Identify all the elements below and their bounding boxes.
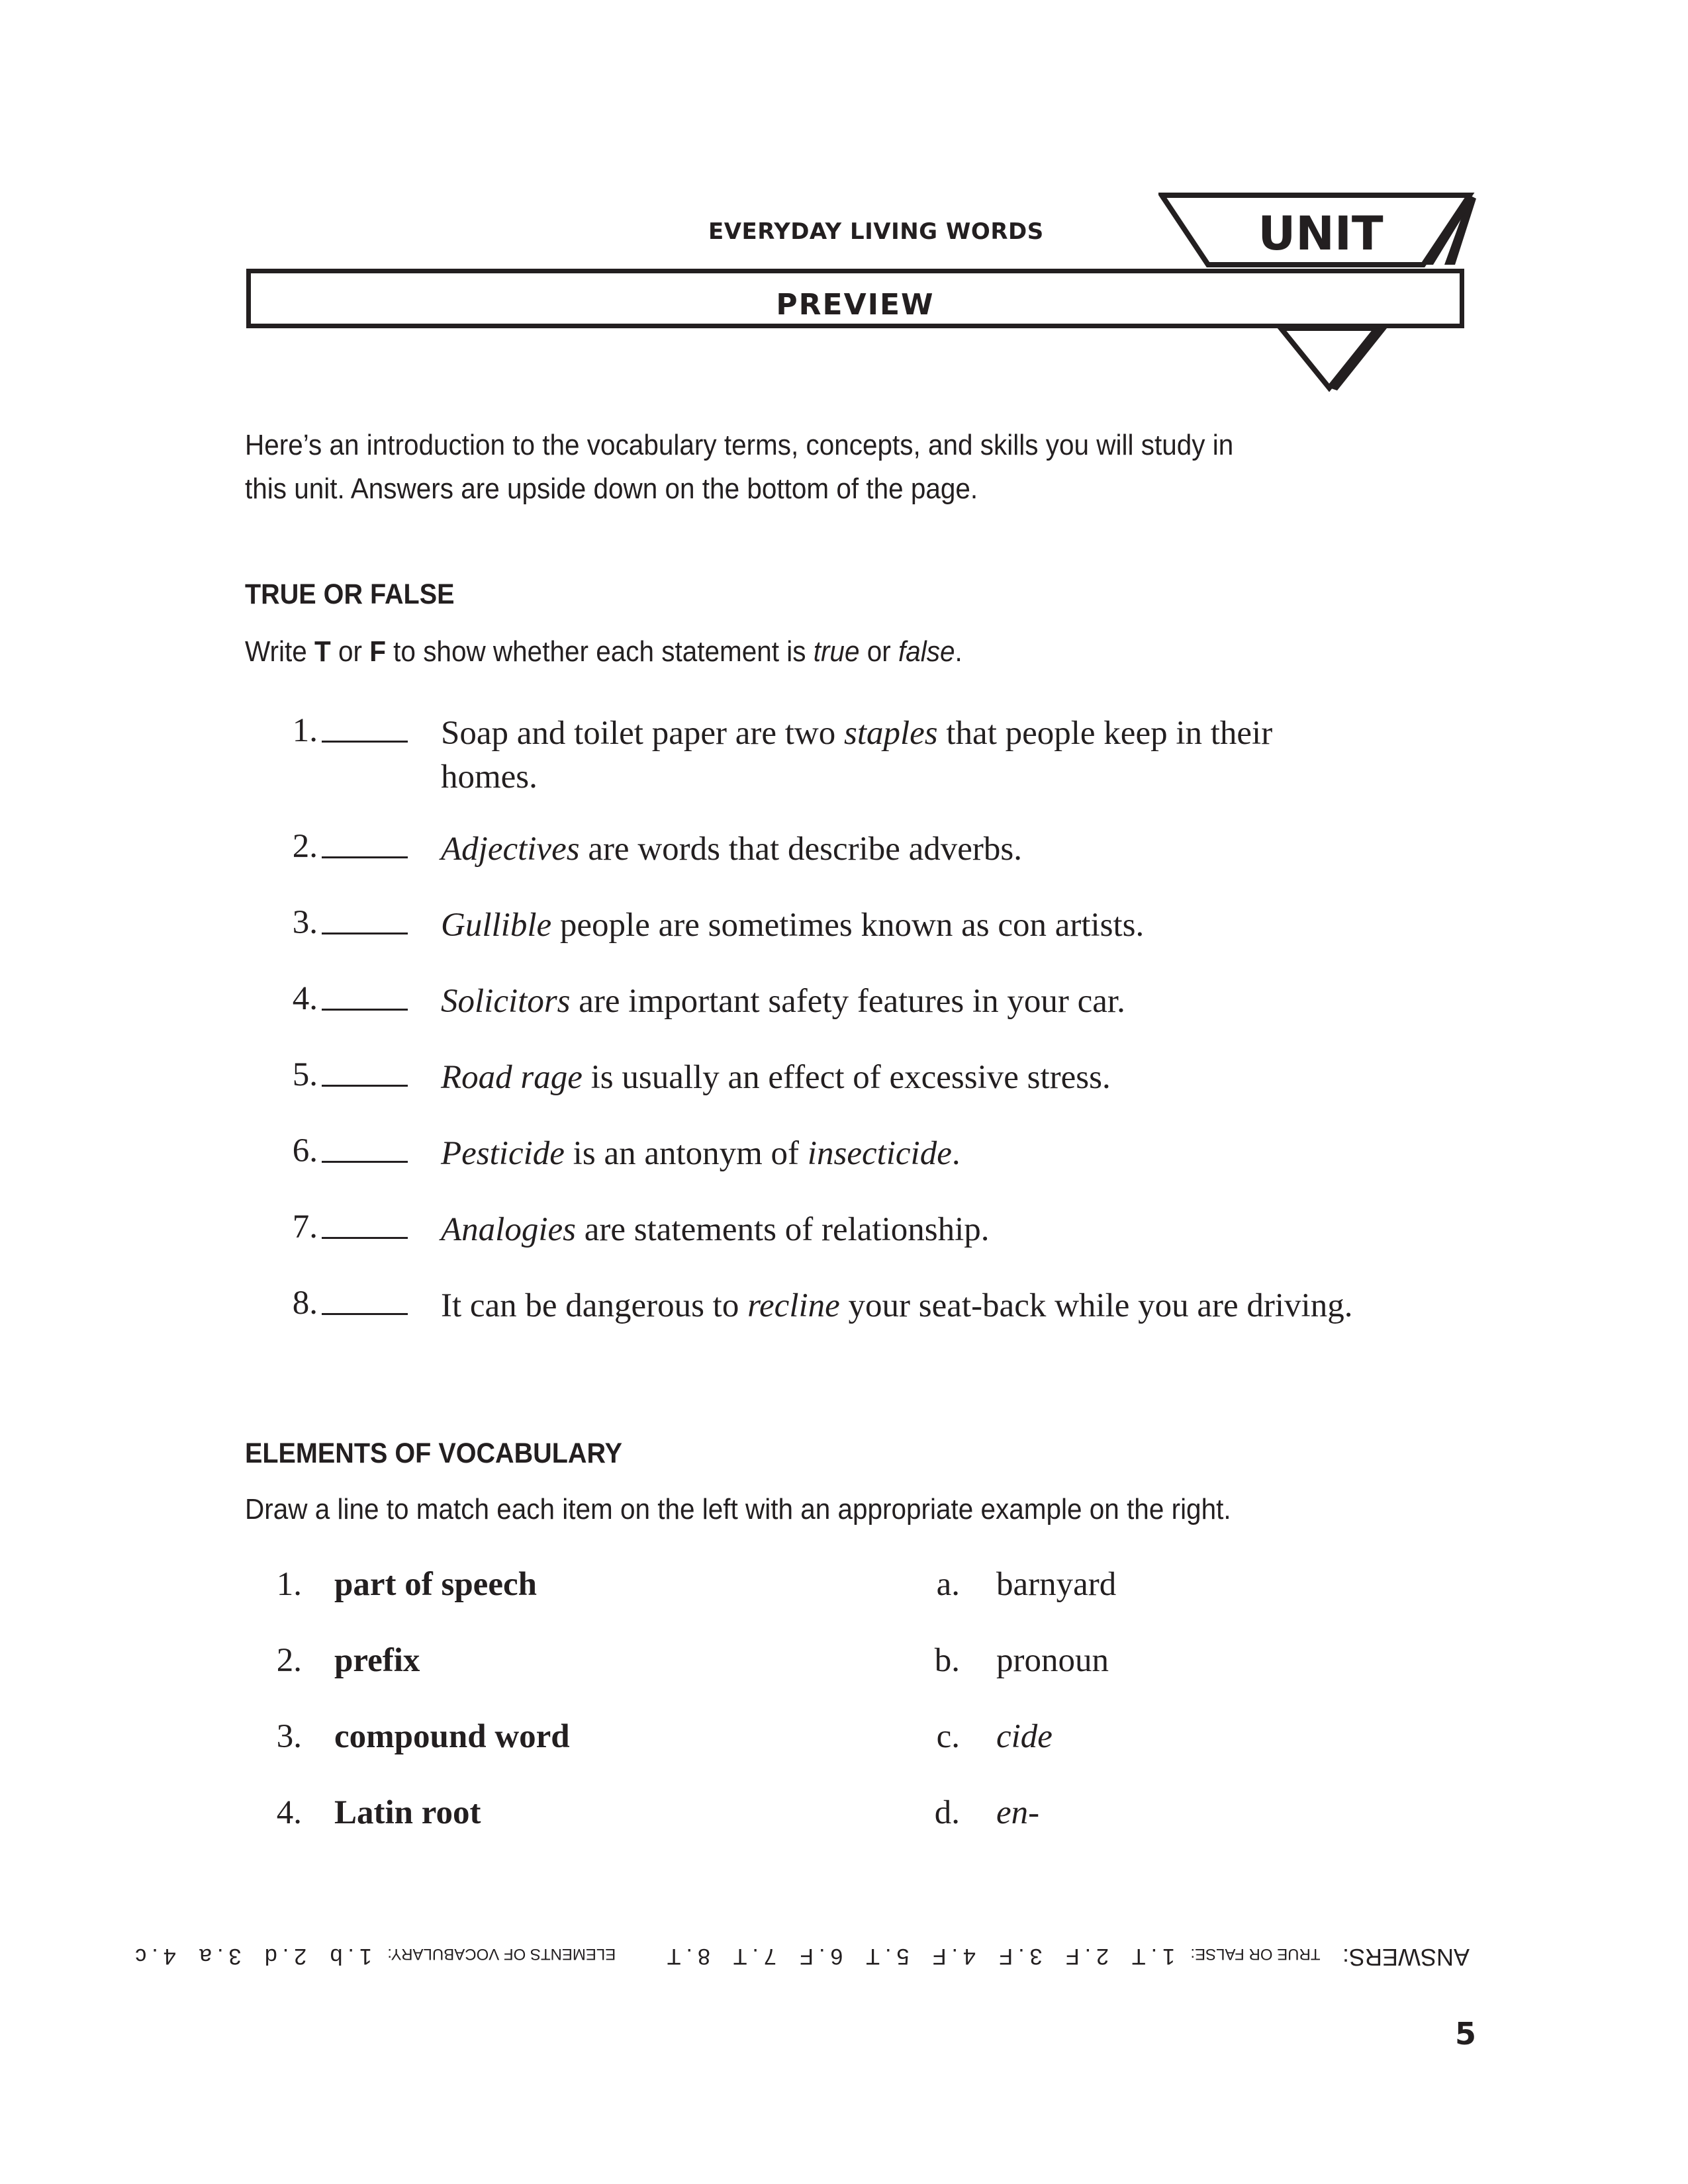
vocab-term: Analogies	[441, 1211, 576, 1248]
true-false-instruction	[245, 635, 962, 668]
answer-blank[interactable]	[322, 933, 408, 934]
item-number: 5.	[292, 1056, 318, 1093]
instr-text: .	[955, 635, 962, 668]
statement-fragment: Soap and toilet paper are two	[441, 715, 844, 752]
vocab-term[interactable]: part of speech	[334, 1566, 537, 1603]
instr-text: or	[330, 635, 370, 668]
answer-blank[interactable]	[322, 1085, 408, 1087]
statement-fragment: are statements of relationship.	[575, 1211, 990, 1248]
answer-blank[interactable]	[322, 856, 408, 858]
item-number: 7.	[292, 1208, 318, 1246]
vocab-answers-label: ELEMENTS OF VOCABULARY:	[387, 1945, 616, 1963]
statement-fragment: people are sometimes known as con artists.	[551, 907, 1145, 944]
statement-fragment: is an antonym of	[564, 1135, 808, 1172]
answer-blank[interactable]	[322, 1313, 408, 1315]
vocab-term: Pesticide	[441, 1135, 565, 1172]
answer-blank[interactable]	[322, 1237, 408, 1239]
vocab-term: recline	[747, 1287, 840, 1324]
vocab-term[interactable]: compound word	[334, 1718, 570, 1755]
answer-blank[interactable]	[322, 1009, 408, 1011]
vocab-answers-key: 1.b 2.d 3.a 4.c	[130, 1944, 372, 1969]
example-letter: b.	[934, 1642, 960, 1679]
upside-down-answers	[130, 1931, 1470, 1971]
vocab-term: staples	[843, 715, 938, 752]
vocab-term: Solicitors	[441, 983, 571, 1020]
example-letter: a.	[936, 1566, 960, 1603]
term-number: 2.	[276, 1642, 302, 1679]
instr-text: to show whether each statement is	[385, 635, 814, 668]
statement-fragment: are words that describe adverbs.	[579, 831, 1022, 868]
instr-f: F	[369, 635, 386, 668]
preview-banner	[246, 269, 1464, 328]
item-number: 1.	[292, 712, 318, 749]
statement-text	[441, 903, 1368, 947]
item-number: 6.	[292, 1132, 318, 1169]
instr-false: false	[898, 635, 955, 668]
true-false-heading: TRUE OR FALSE	[245, 578, 455, 610]
statement-text	[441, 1208, 1368, 1251]
statement-text	[441, 827, 1368, 871]
tf-answers-key: 1.T 2.F 3.F 4.F 5.T 6.F 7.T 8.T	[661, 1944, 1176, 1969]
instr-text: Write	[245, 635, 314, 668]
statement-text	[441, 1132, 1368, 1175]
term-number: 4.	[276, 1794, 302, 1831]
answer-blank[interactable]	[322, 741, 408, 743]
example-letter: d.	[934, 1794, 960, 1831]
unit-label: UNIT	[1258, 206, 1383, 261]
item-number: 8.	[292, 1285, 318, 1322]
item-number: 4.	[292, 980, 318, 1017]
instr-true: true	[813, 635, 860, 668]
vocab-term: Road rage	[441, 1059, 583, 1096]
instr-t: T	[314, 635, 331, 668]
preview-title: PREVIEW	[776, 288, 935, 322]
answers-label: ANSWERS:	[1342, 1944, 1470, 1971]
vocab-term[interactable]: prefix	[334, 1642, 420, 1679]
page-number: 5	[1454, 2016, 1476, 2052]
statement-fragment: is usually an effect of excessive stress.	[582, 1059, 1111, 1096]
vocab-term[interactable]: Latin root	[334, 1794, 481, 1831]
statement-fragment: that people keep in their homes.	[441, 715, 1273, 796]
vocabulary-instruction: Draw a line to match each item on the left with an appropriate example on the right.	[245, 1493, 1231, 1525]
statement-text	[441, 1284, 1368, 1328]
statement-text	[441, 1056, 1368, 1099]
term-number: 1.	[276, 1566, 302, 1603]
statement-fragment: your seat-back while you are driving.	[839, 1287, 1353, 1324]
vocabulary-heading: ELEMENTS OF VOCABULARY	[245, 1437, 622, 1469]
statement-fragment: .	[951, 1135, 961, 1172]
answer-blank[interactable]	[322, 1161, 408, 1163]
series-title: EVERYDAY LIVING WORDS	[708, 218, 1044, 245]
item-number: 2.	[292, 828, 318, 865]
vocab-term: Gullible	[441, 907, 552, 944]
vocab-example[interactable]: barnyard	[996, 1566, 1117, 1603]
vocab-term: insecticide	[807, 1135, 952, 1172]
vocab-term: Adjectives	[441, 831, 580, 868]
vocab-example[interactable]: pronoun	[996, 1642, 1109, 1679]
example-letter: c.	[936, 1718, 960, 1755]
statement-fragment: It can be dangerous to	[441, 1287, 748, 1324]
statement-fragment: are important safety features in your car.	[570, 983, 1125, 1020]
statement-text	[441, 979, 1368, 1023]
tf-answers-label: TRUE OR FALSE:	[1190, 1945, 1321, 1963]
term-number: 3.	[276, 1718, 302, 1755]
instr-text: or	[859, 635, 898, 668]
item-number: 3.	[292, 904, 318, 941]
vocab-example[interactable]: en-	[996, 1794, 1040, 1831]
statement-text	[441, 711, 1368, 799]
intro-text: Here’s an introduction to the vocabulary terms, concepts, and skills you will study in this unit. Answers are upside down on the bottom of the page.	[245, 429, 1234, 505]
vocab-example[interactable]: cide	[996, 1718, 1053, 1755]
